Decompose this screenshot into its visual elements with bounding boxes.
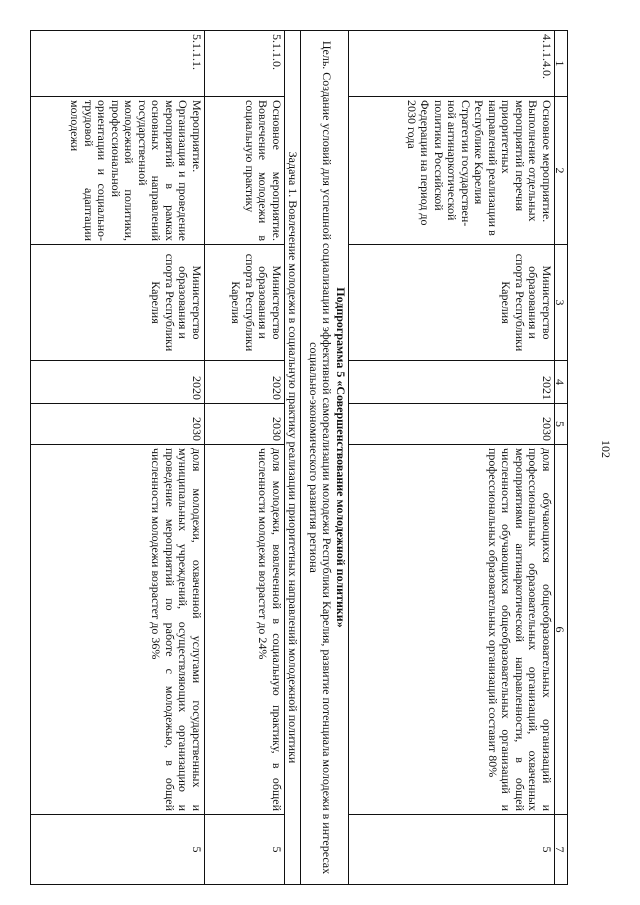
row-start-year: 2021	[349, 361, 554, 404]
row-code: 4.1.1.4.0.	[349, 31, 554, 97]
row-result: доля обучающихся общеобразовательных организаций и профессиональных образовательных организаций, охваченных мероприятиями антинаркотической направленности, в общей численности обучающихся общеобразовательных организаций и профессиональных образовательных организаций составит 80%	[349, 445, 554, 815]
header-col-4: 4	[555, 361, 567, 404]
row-measure: Мероприятие. Организация и проведение мероприятий в рамках основных направлений государственной молодежной политики, профессиональной ориентации и социально-трудовой адаптации молодежи	[31, 97, 204, 245]
subprogram-title: Подпрограмма 5 «Совершенствование молодежной политики»	[334, 287, 348, 628]
header-col-7: 7	[553, 846, 567, 853]
page-number: 102	[599, 440, 613, 458]
header-col-1: 1	[555, 31, 567, 97]
row-col7: 5	[270, 846, 284, 853]
programs-table	[30, 30, 568, 885]
header-col-6: 6	[555, 445, 567, 815]
header-col-3: 3	[555, 245, 567, 361]
task-1: Задача 1. Вовлечение молодежи в социальную практику реализации приоритетных направлений молодежной политики	[284, 30, 300, 885]
row-end-year: 2030	[349, 404, 554, 445]
row-code: 5.1.1.0.	[205, 31, 284, 97]
row-measure: Основное мероприятие. Выполнение отдельных мероприятий перечня приоритетных направлений реализации в Республике Карелия Стратегии государствен-ной антинаркотической политики Российской Федерации на период до 2030 года	[349, 97, 554, 245]
row-col7: 5	[190, 846, 204, 853]
table-row-4-1-1-4	[348, 30, 554, 885]
row-col7: 5	[540, 846, 554, 853]
row-result: доля молодежи, охваченной услугами государственных и муниципальных учреждений, осуществляющих организацию и проведение мероприятий по работе с молодежью, в общей численности молодежи возрастет до 36%	[31, 445, 204, 815]
table-header-row	[554, 30, 568, 885]
table-row-5-1-1-1	[30, 30, 204, 885]
table-row-5-1-1-0	[204, 30, 284, 885]
row-end-year: 2030	[205, 404, 284, 445]
row-result: доля молодежи, вовлеченной в социальную практику, в общей численности молодежи возрастет до 24%	[205, 445, 284, 815]
row-end-year: 2030	[31, 404, 204, 445]
row-executor: Министерство образования и спорта Республики Карелия	[31, 245, 204, 361]
row-executor: Министерство образования и спорта Республики Карелия	[205, 245, 284, 361]
subprogram-goal: Цель. Создание условий для успешной социализации и эффективной самореализации молодежи Республики Карелия, развитие потенциала молодежи в интересах социально-экономического развития региона	[307, 40, 335, 875]
row-start-year: 2020	[31, 361, 204, 404]
row-measure: Основное мероприятие. Вовлечение молодежи в социальную практику	[205, 97, 284, 245]
row-code: 5.1.1.1.	[31, 31, 204, 97]
header-col-2: 2	[555, 97, 567, 245]
subprogram-block	[300, 30, 348, 885]
row-start-year: 2020	[205, 361, 284, 404]
header-col-5: 5	[555, 404, 567, 445]
row-executor: Министерство образования и спорта Республики Карелия	[349, 245, 554, 361]
